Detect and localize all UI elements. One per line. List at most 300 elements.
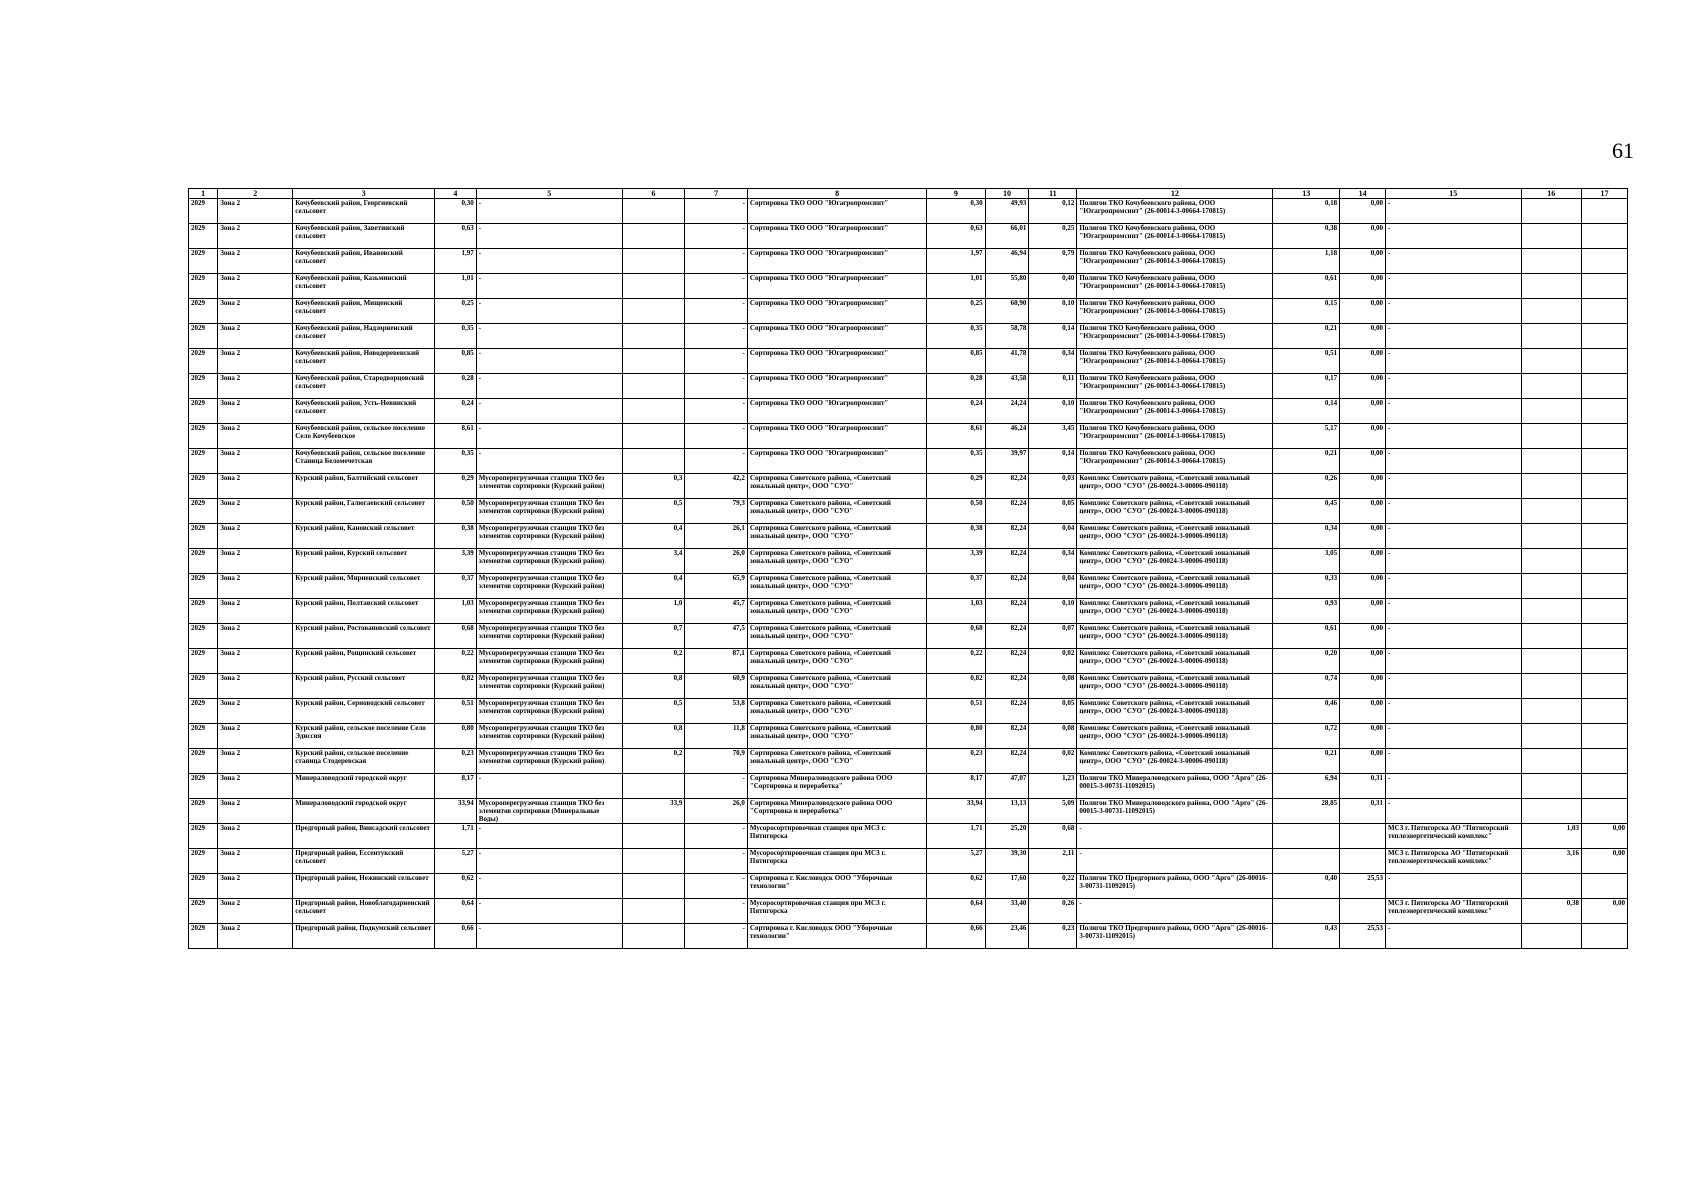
table-cell: -	[476, 374, 622, 399]
table-cell: 0,80	[927, 724, 985, 749]
table-cell: 0,66	[927, 924, 985, 949]
table-cell: 26,0	[685, 549, 748, 574]
table-cell: 0,40	[1273, 874, 1340, 899]
table-cell: 2029	[189, 249, 218, 274]
table-cell: 2029	[189, 924, 218, 949]
table-cell: -	[1386, 474, 1522, 499]
table-cell: 2029	[189, 449, 218, 474]
table-cell: Полигон ТКО Кочубеевского района, ООО "Югагропромсинт" (26-00014-3-00664-170815)	[1077, 424, 1273, 449]
table-cell: 2029	[189, 224, 218, 249]
table-cell: 0,15	[1273, 299, 1340, 324]
table-cell	[1521, 774, 1581, 799]
table-cell	[1582, 624, 1628, 649]
table-cell: 0,62	[435, 874, 477, 899]
table-cell: Зона 2	[218, 649, 293, 674]
table-cell	[1521, 374, 1581, 399]
table-cell: Курский район, Балтийский сельсовет	[293, 474, 435, 499]
table-cell: 0,37	[435, 574, 477, 599]
table-cell: 6,94	[1273, 774, 1340, 799]
table-cell: 0,23	[1029, 924, 1077, 949]
table-cell: 0,17	[1273, 374, 1340, 399]
table-cell: 0,11	[1029, 374, 1077, 399]
table-cell: -	[476, 224, 622, 249]
table-cell	[1582, 549, 1628, 574]
table-cell: 0,14	[1273, 399, 1340, 424]
table-cell: 2029	[189, 349, 218, 374]
table-row	[189, 474, 1628, 499]
table-cell: 82,24	[985, 599, 1029, 624]
table-cell: 0,51	[927, 699, 985, 724]
table-cell	[1582, 724, 1628, 749]
table-row	[189, 899, 1628, 924]
table-cell	[622, 924, 685, 949]
table-cell: 0,00	[1582, 824, 1628, 849]
table-cell: Зона 2	[218, 374, 293, 399]
table-cell: Курский район, Серноводский сельсовет	[293, 699, 435, 724]
table-cell: Сортировка Минераловодского района ООО "Сортировка и переработка"	[747, 799, 926, 824]
table-cell: Курский район, сельское поселение Село Эдиссия	[293, 724, 435, 749]
table-cell: -	[685, 274, 748, 299]
table-cell: Зона 2	[218, 449, 293, 474]
table-cell: 0,00	[1340, 324, 1386, 349]
table-cell: -	[1386, 224, 1522, 249]
table-cell: Кочубеевский район, Стародворцовский сельсовет	[293, 374, 435, 399]
table-cell: 0,28	[435, 374, 477, 399]
table-cell: Минераловодский городской округ	[293, 799, 435, 824]
table-cell: Полигон ТКО Кочубеевского района, ООО "Югагропромсинт" (26-00014-3-00664-170815)	[1077, 349, 1273, 374]
table-cell: 0,00	[1340, 274, 1386, 299]
table-cell: 0,62	[927, 874, 985, 899]
table-cell: 2029	[189, 699, 218, 724]
table-cell: 58,78	[985, 324, 1029, 349]
table-cell	[1521, 424, 1581, 449]
table-cell: Полигон ТКО Кочубеевского района, ООО "Югагропромсинт" (26-00014-3-00664-170815)	[1077, 324, 1273, 349]
table-cell: Сортировка ТКО ООО "Югагропромсинт"	[747, 249, 926, 274]
column-number: 16	[1521, 189, 1581, 199]
table-cell: Зона 2	[218, 399, 293, 424]
table-cell: 0,23	[435, 749, 477, 774]
table-cell: 8,17	[435, 774, 477, 799]
column-number: 8	[747, 189, 926, 199]
table-cell: -	[1386, 299, 1522, 324]
table-cell: 5,09	[1029, 799, 1077, 824]
table-cell	[1582, 699, 1628, 724]
table-cell: Сортировка ТКО ООО "Югагропромсинт"	[747, 199, 926, 224]
table-cell: 0,43	[1273, 924, 1340, 949]
table-cell: -	[685, 874, 748, 899]
table-cell: 0,00	[1340, 649, 1386, 674]
table-cell: 2029	[189, 799, 218, 824]
table-cell: 0,51	[435, 699, 477, 724]
table-cell: 0,04	[1029, 574, 1077, 599]
table-cell: 82,24	[985, 574, 1029, 599]
table-cell: Кочубеевский район, сельское поселение Станица Беломечетская	[293, 449, 435, 474]
table-cell: Зона 2	[218, 724, 293, 749]
table-cell: 0,61	[1273, 274, 1340, 299]
table-cell: 5,27	[435, 849, 477, 874]
table-cell: 2029	[189, 524, 218, 549]
table-cell: 25,20	[985, 824, 1029, 849]
table-cell: 0,68	[435, 624, 477, 649]
table-cell: -	[1077, 824, 1273, 849]
table-cell: -	[1077, 849, 1273, 874]
table-cell	[622, 874, 685, 899]
table-cell: Сортировка г. Кисловодск ООО "Уборочные технологии"	[747, 874, 926, 899]
table-cell: 0,28	[927, 374, 985, 399]
table-cell: 3,39	[927, 549, 985, 574]
table-cell: Зона 2	[218, 899, 293, 924]
table-cell: 33,94	[927, 799, 985, 824]
table-cell: 0,18	[1273, 199, 1340, 224]
table-cell: 0,20	[1273, 649, 1340, 674]
table-cell	[622, 299, 685, 324]
table-cell	[1582, 749, 1628, 774]
table-cell: 0,63	[435, 224, 477, 249]
table-cell: 47,07	[985, 774, 1029, 799]
table-cell: -	[1386, 624, 1522, 649]
table-cell: 3,39	[435, 549, 477, 574]
table-cell	[1582, 374, 1628, 399]
table-cell: Мусороперегрузочная станция ТКО без элементов сортировки (Курский район)	[476, 624, 622, 649]
table-row	[189, 874, 1628, 899]
table-cell: Зона 2	[218, 874, 293, 899]
table-cell: Сортировка Минераловодского района ООО "Сортировка и переработка"	[747, 774, 926, 799]
table-cell: -	[1386, 549, 1522, 574]
table-cell: -	[476, 899, 622, 924]
table-cell: 82,24	[985, 749, 1029, 774]
table-cell: -	[1386, 274, 1522, 299]
table-cell: -	[685, 199, 748, 224]
table-row	[189, 849, 1628, 874]
table-cell: -	[1386, 749, 1522, 774]
table-row	[189, 599, 1628, 624]
table-cell: Кочубеевский район, Мищенский сельсовет	[293, 299, 435, 324]
table-cell: -	[685, 399, 748, 424]
table-cell: 0,35	[435, 449, 477, 474]
table-cell: 0,85	[435, 349, 477, 374]
page-number: 61	[1612, 138, 1634, 163]
table-cell: 0,05	[1029, 699, 1077, 724]
table-cell: 1,03	[435, 599, 477, 624]
table-row	[189, 524, 1628, 549]
table-cell: 1,01	[927, 274, 985, 299]
table-cell: Полигон ТКО Кочубеевского района, ООО "Югагропромсинт" (26-00014-3-00664-170815)	[1077, 399, 1273, 424]
column-number: 9	[927, 189, 985, 199]
table-cell: 2029	[189, 574, 218, 599]
table-cell: Мусоросортировочная станция при МСЗ г. Пятигорска	[747, 824, 926, 849]
table-cell: Зона 2	[218, 624, 293, 649]
table-cell: 47,5	[685, 624, 748, 649]
table-cell: Зона 2	[218, 599, 293, 624]
table-cell: 0,5	[622, 499, 685, 524]
table-cell: 33,40	[985, 899, 1029, 924]
table-cell: 0,12	[1029, 199, 1077, 224]
table-cell: 0,40	[1029, 274, 1077, 299]
table-cell: -	[1386, 924, 1522, 949]
table-cell	[1521, 874, 1581, 899]
table-cell: 2029	[189, 299, 218, 324]
table-cell: Комплекс Советского района, «Советский зональный центр», ООО "СУО" (26-00024-3-00006-090118)	[1077, 674, 1273, 699]
table-cell: 0,2	[622, 649, 685, 674]
table-cell: -	[1386, 674, 1522, 699]
table-cell: Зона 2	[218, 349, 293, 374]
table-cell	[622, 224, 685, 249]
table-cell: Комплекс Советского района, «Советский зональный центр», ООО "СУО" (26-00024-3-00006-090118)	[1077, 724, 1273, 749]
table-cell: 3,4	[622, 549, 685, 574]
table-cell: Мусороперегрузочная станция ТКО без элементов сортировки (Курский район)	[476, 699, 622, 724]
table-cell: Сортировка Советского района, «Советский зональный центр», ООО "СУО"	[747, 624, 926, 649]
table-cell: 25,53	[1340, 874, 1386, 899]
table-cell: Сортировка ТКО ООО "Югагропромсинт"	[747, 449, 926, 474]
table-cell: -	[476, 774, 622, 799]
table-cell: 0,31	[1340, 799, 1386, 824]
table-cell: 0,80	[435, 724, 477, 749]
table-cell: 0,38	[927, 524, 985, 549]
table-row	[189, 749, 1628, 774]
table-cell: 0,38	[435, 524, 477, 549]
table-cell: 0,34	[1029, 349, 1077, 374]
table-cell: Комплекс Советского района, «Советский зональный центр», ООО "СУО" (26-00024-3-00006-090118)	[1077, 699, 1273, 724]
column-number: 12	[1077, 189, 1273, 199]
table-cell: 0,25	[927, 299, 985, 324]
table-cell	[622, 374, 685, 399]
table-cell: Полигон ТКО Кочубеевского района, ООО "Югагропромсинт" (26-00014-3-00664-170815)	[1077, 224, 1273, 249]
table-cell: 0,00	[1340, 424, 1386, 449]
table-cell: -	[1386, 324, 1522, 349]
table-cell: -	[1386, 649, 1522, 674]
table-cell: Полигон ТКО Кочубеевского района, ООО "Югагропромсинт" (26-00014-3-00664-170815)	[1077, 449, 1273, 474]
table-cell: 0,05	[1029, 499, 1077, 524]
table-cell: Зона 2	[218, 699, 293, 724]
table-cell: Курский район, Рощинский сельсовет	[293, 649, 435, 674]
table-cell: Мусороперегрузочная станция ТКО без элементов сортировки (Минеральные Воды)	[476, 799, 622, 824]
table-cell: 0,79	[1029, 249, 1077, 274]
table-cell: 0,93	[1273, 599, 1340, 624]
table-cell: 0,35	[435, 324, 477, 349]
table-cell	[1521, 399, 1581, 424]
table-row	[189, 624, 1628, 649]
table-cell	[1582, 774, 1628, 799]
table-cell: Зона 2	[218, 524, 293, 549]
table-cell: 0,61	[1273, 624, 1340, 649]
table-cell: 2029	[189, 749, 218, 774]
table-cell: Зона 2	[218, 424, 293, 449]
column-number: 6	[622, 189, 685, 199]
table-cell: 0,68	[927, 624, 985, 649]
table-cell: 0,14	[1029, 324, 1077, 349]
table-cell: 2029	[189, 399, 218, 424]
table-cell: 0,00	[1340, 724, 1386, 749]
table-cell: 0,29	[435, 474, 477, 499]
table-cell: 0,00	[1582, 849, 1628, 874]
table-cell: 0,22	[1029, 874, 1077, 899]
table-cell: 0,34	[1273, 524, 1340, 549]
table-cell	[1582, 299, 1628, 324]
table-cell: Сортировка ТКО ООО "Югагропромсинт"	[747, 374, 926, 399]
table-cell: Комплекс Советского района, «Советский зональный центр», ООО "СУО" (26-00024-3-00006-090118)	[1077, 624, 1273, 649]
table-cell: 0,46	[1273, 699, 1340, 724]
table-cell: -	[476, 299, 622, 324]
table-cell: 0,02	[1029, 749, 1077, 774]
table-cell: 0,50	[927, 499, 985, 524]
table-cell	[1521, 649, 1581, 674]
table-cell: 2029	[189, 499, 218, 524]
table-cell: Мусоросортировочная станция при МСЗ г. Пятигорска	[747, 899, 926, 924]
table-cell: 46,94	[985, 249, 1029, 274]
table-cell: 45,7	[685, 599, 748, 624]
table-cell: 0,7	[622, 624, 685, 649]
table-cell: Сортировка Советского района, «Советский зональный центр», ООО "СУО"	[747, 499, 926, 524]
table-cell: 0,38	[1521, 899, 1581, 924]
table-cell: 0,00	[1340, 524, 1386, 549]
table-cell	[1521, 474, 1581, 499]
table-cell: 3,16	[1521, 849, 1581, 874]
table-cell: Зона 2	[218, 249, 293, 274]
table-cell: Мусоросортировочная станция при МСЗ г. Пятигорска	[747, 849, 926, 874]
table-cell: 0,68	[1029, 824, 1077, 849]
table-cell: 82,24	[985, 649, 1029, 674]
table-cell: Полигон ТКО Кочубеевского района, ООО "Югагропромсинт" (26-00014-3-00664-170815)	[1077, 299, 1273, 324]
table-cell: 2029	[189, 374, 218, 399]
table-cell: -	[1386, 424, 1522, 449]
table-cell: -	[476, 324, 622, 349]
table-row	[189, 774, 1628, 799]
table-cell: 2029	[189, 199, 218, 224]
table-cell	[1521, 499, 1581, 524]
table-cell: Кочубеевский район, Георгиевский сельсовет	[293, 199, 435, 224]
table-cell: 13,13	[985, 799, 1029, 824]
table-cell	[1582, 249, 1628, 274]
table-cell: Комплекс Советского района, «Советский зональный центр», ООО "СУО" (26-00024-3-00006-090118)	[1077, 474, 1273, 499]
table-cell: 0,00	[1340, 299, 1386, 324]
table-cell: Предгорный район, Винсадский сельсовет	[293, 824, 435, 849]
table-cell: 0,4	[622, 574, 685, 599]
table-cell: Комплекс Советского района, «Советский зональный центр», ООО "СУО" (26-00024-3-00006-090118)	[1077, 599, 1273, 624]
table-cell	[1582, 874, 1628, 899]
table-cell	[1582, 499, 1628, 524]
table-cell: 0,08	[1029, 724, 1077, 749]
table-cell: 49,93	[985, 199, 1029, 224]
table-cell: Сортировка Советского района, «Советский зональный центр», ООО "СУО"	[747, 699, 926, 724]
table-cell: 66,01	[985, 224, 1029, 249]
table-cell: Сортировка Советского района, «Советский зональный центр», ООО "СУО"	[747, 599, 926, 624]
table-cell: Курский район, Полтавский сельсовет	[293, 599, 435, 624]
table-cell: Мусороперегрузочная станция ТКО без элементов сортировки (Курский район)	[476, 574, 622, 599]
table-cell: 1,71	[927, 824, 985, 849]
table-cell	[1521, 624, 1581, 649]
table-cell	[1521, 299, 1581, 324]
table-cell	[1521, 699, 1581, 724]
table-cell: 0,30	[927, 199, 985, 224]
table-cell: 0,00	[1340, 374, 1386, 399]
table-cell: 41,78	[985, 349, 1029, 374]
table-cell: -	[1386, 374, 1522, 399]
column-number-row	[189, 189, 1628, 199]
table-cell: 0,64	[927, 899, 985, 924]
table-cell: -	[1386, 199, 1522, 224]
table-cell: 0,50	[435, 499, 477, 524]
table-cell: 2029	[189, 774, 218, 799]
table-cell: 0,03	[1029, 474, 1077, 499]
table-cell: 0,66	[435, 924, 477, 949]
table-cell: 0,00	[1340, 699, 1386, 724]
table-cell	[622, 324, 685, 349]
table-cell: 5,17	[1273, 424, 1340, 449]
table-cell: Кочубеевский район, Ивановский сельсовет	[293, 249, 435, 274]
table-cell: Мусороперегрузочная станция ТКО без элементов сортировки (Курский район)	[476, 524, 622, 549]
table-cell	[1521, 349, 1581, 374]
table-cell	[1582, 924, 1628, 949]
table-cell: Зона 2	[218, 924, 293, 949]
table-cell: 0,21	[1273, 449, 1340, 474]
table-cell	[622, 349, 685, 374]
table-cell: Кочубеевский район, сельское поселение Село Кочубеевское	[293, 424, 435, 449]
table-cell: Сортировка г. Кисловодск ООО "Уборочные технологии"	[747, 924, 926, 949]
table-cell	[1582, 649, 1628, 674]
table-cell: -	[685, 924, 748, 949]
table-cell	[1582, 674, 1628, 699]
table-cell: -	[685, 324, 748, 349]
table-cell: 43,58	[985, 374, 1029, 399]
table-cell	[1582, 599, 1628, 624]
table-cell: -	[1386, 524, 1522, 549]
column-number: 1	[189, 189, 218, 199]
table-cell: 0,00	[1340, 624, 1386, 649]
table-cell: Курский район, Курский сельсовет	[293, 549, 435, 574]
table-cell: 23,46	[985, 924, 1029, 949]
table-cell	[622, 274, 685, 299]
table-row	[189, 349, 1628, 374]
table-cell: 11,8	[685, 724, 748, 749]
table-cell: 79,3	[685, 499, 748, 524]
column-number: 14	[1340, 189, 1386, 199]
table-cell: Сортировка Советского района, «Советский зональный центр», ООО "СУО"	[747, 574, 926, 599]
table-cell: 0,26	[1273, 474, 1340, 499]
table-row	[189, 674, 1628, 699]
table-row	[189, 424, 1628, 449]
table-cell: 0,00	[1340, 599, 1386, 624]
table-cell: -	[1386, 399, 1522, 424]
table-cell	[1521, 599, 1581, 624]
table-cell: 46,24	[985, 424, 1029, 449]
table-cell: 0,30	[435, 199, 477, 224]
table-cell: 0,45	[1273, 499, 1340, 524]
table-cell: -	[685, 899, 748, 924]
table-cell: МСЗ г. Пятигорска АО "Пятигорский теплоэнергетический комплекс"	[1386, 899, 1522, 924]
table-cell: 0,00	[1340, 574, 1386, 599]
table-cell: 53,8	[685, 699, 748, 724]
table-cell: 25,53	[1340, 924, 1386, 949]
table-cell: -	[685, 224, 748, 249]
table-cell	[622, 399, 685, 424]
table-cell: Сортировка Советского района, «Советский зональный центр», ООО "СУО"	[747, 649, 926, 674]
table-cell: Сортировка ТКО ООО "Югагропромсинт"	[747, 424, 926, 449]
table-cell: 0,00	[1340, 199, 1386, 224]
table-row	[189, 649, 1628, 674]
table-cell	[1521, 249, 1581, 274]
table-row	[189, 324, 1628, 349]
table-cell: -	[685, 424, 748, 449]
table-cell: 0,23	[927, 749, 985, 774]
table-cell: 1,03	[927, 599, 985, 624]
table-cell: Мусороперегрузочная станция ТКО без элементов сортировки (Курский район)	[476, 749, 622, 774]
table-row	[189, 549, 1628, 574]
table-cell: 70,9	[685, 749, 748, 774]
table-row	[189, 224, 1628, 249]
table-cell: 0,4	[622, 524, 685, 549]
table-cell: 82,24	[985, 499, 1029, 524]
table-cell: -	[1386, 774, 1522, 799]
